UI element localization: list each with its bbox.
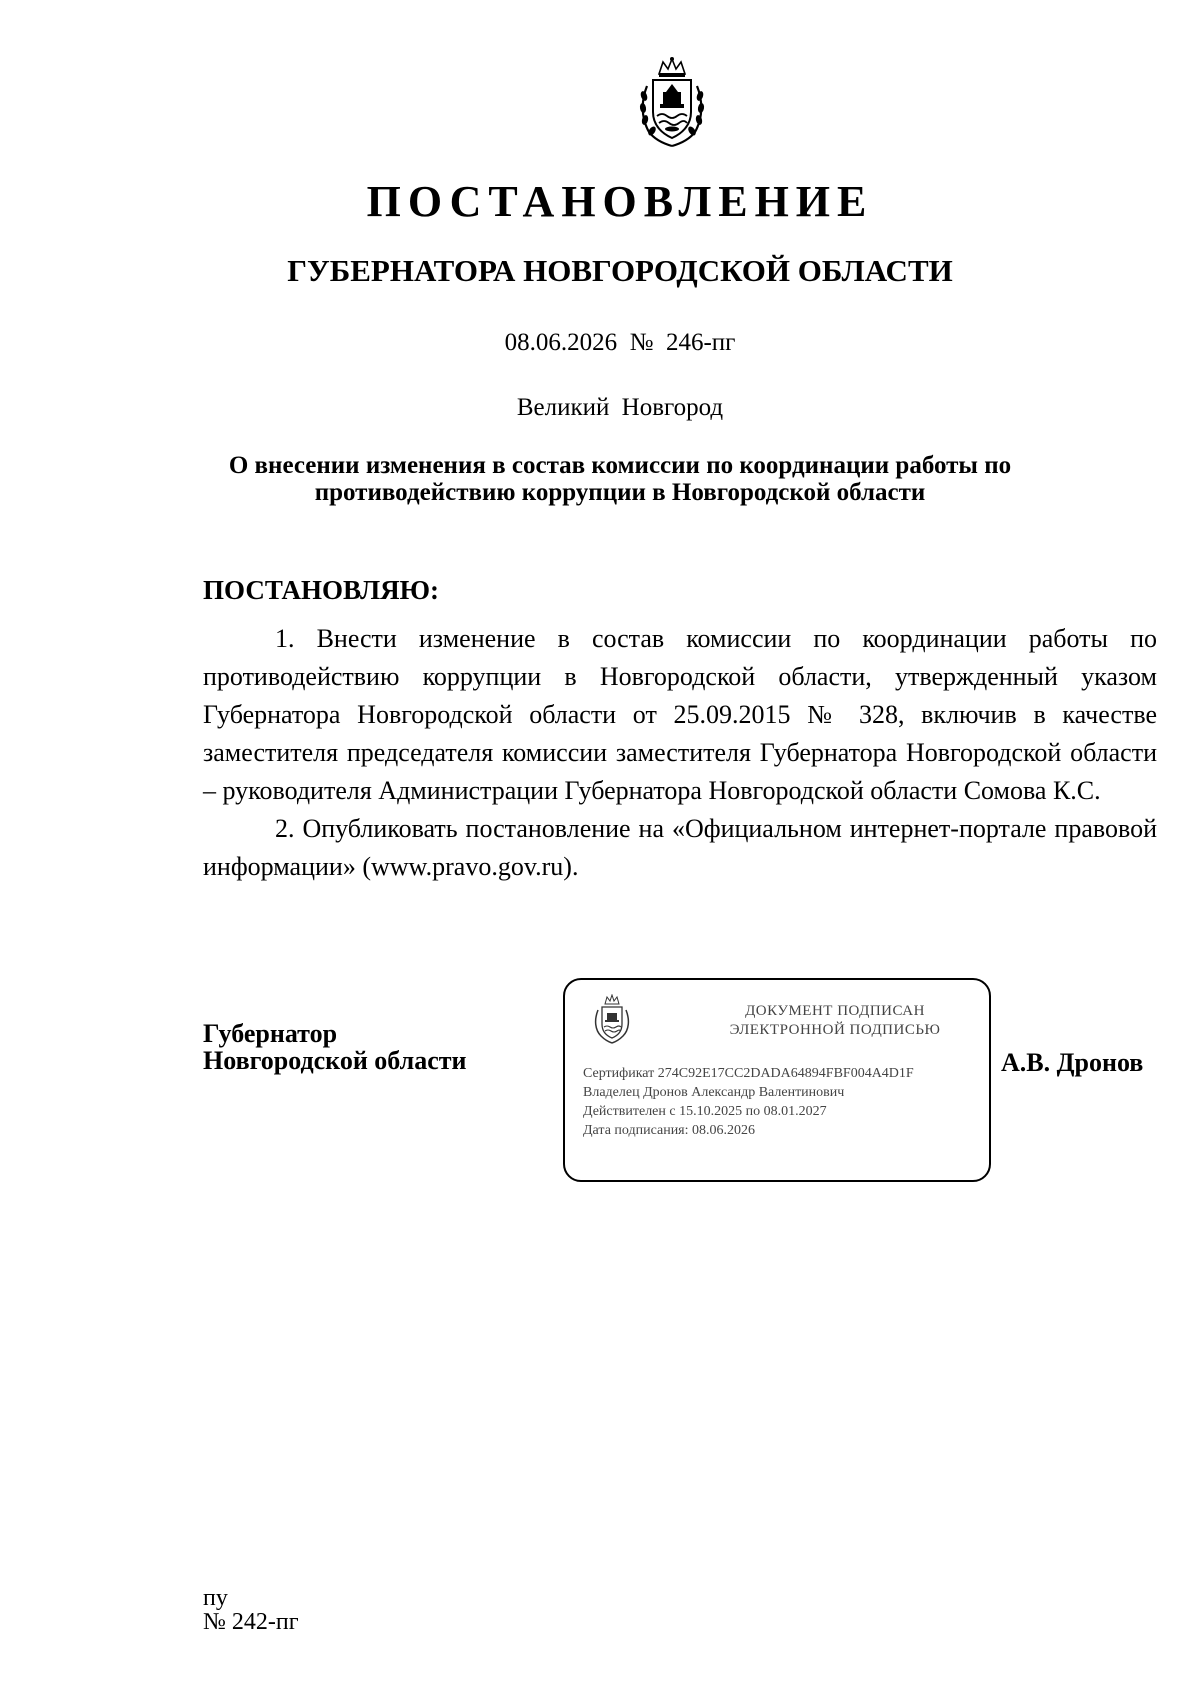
stamp-heading — [685, 1002, 985, 1040]
footer-reference — [203, 1586, 299, 1634]
stamp-owner: Владелец Дронов Александр Валентинович — [583, 1085, 845, 1100]
coat-of-arms-small-icon — [591, 994, 633, 1044]
document-subtitle: ГУБЕРНАТОРА НОВГОРОДСКОЙ ОБЛАСТИ — [287, 253, 953, 288]
coat-of-arms-icon — [633, 56, 711, 148]
stamp-heading-line-1: ДОКУМЕНТ ПОДПИСАН — [745, 1003, 925, 1019]
paragraph-1: 1. Внести изменение в состав комиссии по координации работы по противодействию коррупции в Новгородской области, утвержденный указом Губернатора Новгородской области от 25.09.2015 № 328, включив в качестве заместителя председателя комиссии заместителя Губернатора Новгородской области – руководителя Администрации Губернатора Новгородской области Сомова К.С. — [203, 624, 1157, 805]
stamp-certificate: Сертификат 274C92E17CC2DADA64894FBF004A4D1F — [583, 1066, 914, 1081]
stamp-validity: Действителен с 15.10.2025 по 08.01.2027 — [583, 1104, 827, 1119]
signer-position — [203, 1020, 467, 1074]
signer-name: А.В. Дронов — [1001, 1048, 1144, 1077]
decree-word: ПОСТАНОВЛЯЮ: — [203, 575, 439, 605]
city: Великий Новгород — [516, 394, 724, 421]
document-heading: О внесении изменения в состав комиссии по координации работы по противодействию коррупции в Новгородской области — [228, 452, 1012, 506]
stamp-details — [583, 1064, 914, 1140]
signer-position-line-2: Новгородской области — [203, 1046, 467, 1075]
document-title: ПОСТАНОВЛЕНИЕ — [366, 177, 874, 226]
footer-initials: пу — [203, 1585, 228, 1611]
footer-registration-number: № 242-пг — [203, 1609, 299, 1635]
number-sign: № — [629, 329, 654, 356]
paragraph-2: 2. Опубликовать постановление на «Официальном интернет-портале правовой информации» (www.pravo.gov.ru). — [203, 814, 1157, 881]
signer-position-line-1: Губернатор — [203, 1019, 338, 1048]
document-number: 246-пг — [665, 329, 736, 356]
document-date: 08.06.2026 — [504, 329, 618, 356]
electronic-signature-stamp — [563, 978, 991, 1182]
date-number-line — [0, 327, 1200, 359]
stamp-signed-date: Дата подписания: 08.06.2026 — [583, 1123, 756, 1138]
document-body — [203, 620, 1157, 886]
stamp-heading-line-2: ЭЛЕКТРОННОЙ ПОДПИСЬЮ — [729, 1022, 941, 1038]
